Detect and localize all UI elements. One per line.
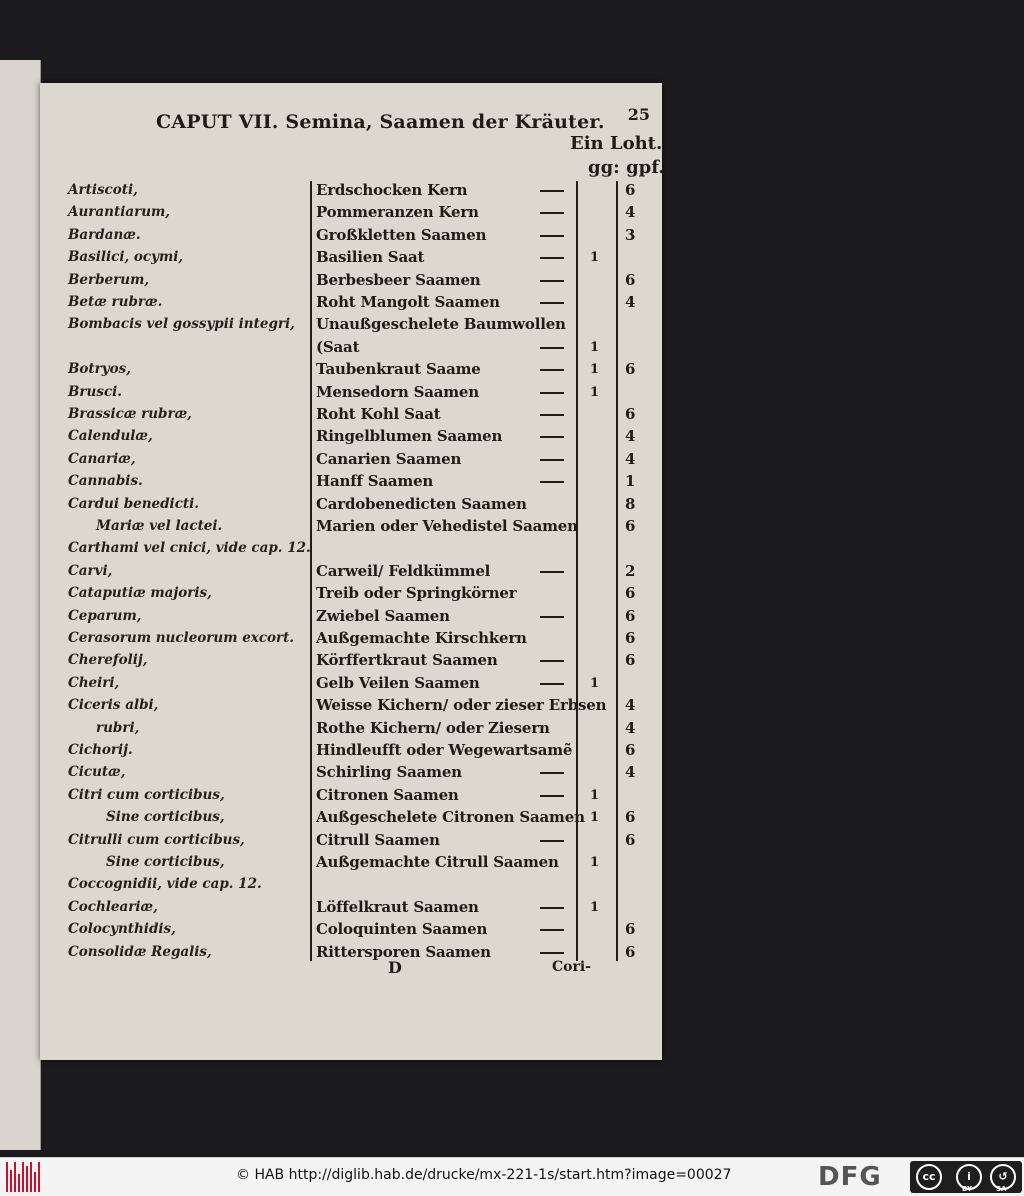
german-name: Rittersporen Saamen — [316, 942, 491, 961]
leader-dash — [540, 459, 564, 461]
german-name: Citronen Saamen — [316, 785, 459, 804]
price-pfennig: 6 — [625, 181, 636, 199]
table-row — [40, 560, 662, 582]
latin-name: Cherefolij, — [68, 652, 148, 669]
table-row — [40, 246, 662, 268]
table-row — [40, 201, 662, 223]
leader-dash — [540, 571, 564, 573]
table-row — [40, 829, 662, 851]
german-name: Hindleufft oder Wegewartsamẽ — [316, 741, 573, 759]
leader-dash — [540, 616, 564, 618]
latin-name: Betæ rubræ. — [68, 294, 163, 310]
leader-dash — [540, 683, 564, 685]
german-name: Außgemachte Citrull Saamen — [316, 853, 559, 871]
latin-name: Cochleariæ, — [68, 898, 158, 915]
latin-name: Berberum, — [68, 271, 150, 288]
table-row — [40, 291, 662, 313]
latin-name: rubri, — [96, 719, 140, 736]
leader-dash — [540, 212, 564, 214]
by-label: BY — [962, 1185, 973, 1193]
leader-dash — [540, 481, 564, 483]
price-groschen: 1 — [590, 362, 600, 378]
price-pfennig: 6 — [625, 270, 636, 289]
price-groschen: 1 — [590, 339, 600, 355]
table-row — [40, 918, 662, 940]
latin-name: Ceparum, — [68, 607, 142, 624]
latin-name: Artiscoti, — [68, 182, 138, 198]
latin-name: Cannabis. — [68, 473, 143, 490]
german-name: Gelb Veilen Saamen — [316, 673, 480, 692]
table-row — [40, 313, 662, 335]
sa-label: SA — [996, 1185, 1007, 1193]
price-groschen: 1 — [590, 787, 600, 803]
table-row — [40, 896, 662, 918]
price-pfennig: 1 — [625, 472, 636, 491]
cc-icon: cc — [916, 1164, 942, 1190]
viewer-footer — [0, 1157, 1024, 1196]
leader-dash — [540, 190, 564, 192]
dfg-logo: DFG — [818, 1162, 882, 1192]
price-pfennig: 6 — [625, 405, 636, 423]
table-row — [40, 851, 662, 873]
latin-name: Citri cum corticibus, — [68, 786, 225, 803]
latin-name: Calendulæ, — [68, 428, 153, 445]
leader-dash — [540, 795, 564, 797]
table-row — [40, 515, 662, 537]
price-pfennig: 4 — [625, 449, 636, 468]
german-name: Mensedorn Saamen — [316, 382, 479, 401]
leader-dash — [540, 840, 564, 842]
leader-dash — [540, 907, 564, 909]
leader-dash — [540, 369, 564, 371]
table-row — [40, 761, 662, 783]
latin-name: Cicutæ, — [68, 764, 126, 781]
table-row — [40, 627, 662, 649]
latin-name: Colocynthidis, — [68, 921, 176, 938]
price-pfennig: 6 — [625, 517, 636, 535]
table-row — [40, 470, 662, 492]
price-groschen: 1 — [590, 384, 600, 400]
price-pfennig: 6 — [625, 606, 636, 625]
price-groschen: 1 — [590, 675, 600, 691]
table-row — [40, 537, 662, 559]
price-pfennig: 4 — [625, 718, 636, 737]
german-name: Coloquinten Saamen — [316, 920, 488, 939]
table-row — [40, 403, 662, 425]
latin-name: Coccognidii, vide cap. 12. — [68, 876, 262, 893]
leader-dash — [540, 772, 564, 774]
german-name: Hanff Saamen — [316, 472, 434, 491]
price-pfennig: 6 — [625, 741, 636, 759]
german-name: Zwiebel Saamen — [316, 606, 450, 625]
table-row — [40, 358, 662, 380]
leader-dash — [540, 952, 564, 954]
german-name: Roht Mangolt Saamen — [316, 293, 500, 311]
table-row — [40, 649, 662, 671]
table-row — [40, 224, 662, 246]
latin-name: Cichorij. — [68, 742, 133, 758]
latin-name: Carvi, — [68, 562, 113, 579]
table-row — [40, 381, 662, 403]
catchword: Cori- — [552, 959, 591, 975]
table-row — [40, 806, 662, 828]
german-name: Canarien Saamen — [316, 449, 462, 468]
latin-name: Botryos, — [68, 361, 131, 378]
price-pfennig: 4 — [625, 427, 636, 446]
table-row — [40, 269, 662, 291]
price-groschen: 1 — [590, 810, 600, 826]
price-groschen: 1 — [590, 855, 600, 870]
table-row — [40, 873, 662, 895]
latin-name: Bombacis vel gossypii integri, — [68, 316, 295, 333]
price-pfennig: 8 — [625, 494, 636, 513]
german-name: Pommeranzen Kern — [316, 203, 479, 222]
german-name: Citrull Saamen — [316, 830, 440, 849]
german-name: Rothe Kichern/ oder Ziesern — [316, 718, 550, 737]
leader-dash — [540, 414, 564, 416]
leader-dash — [540, 257, 564, 259]
table-row — [40, 179, 662, 201]
german-name: Marien oder Vehedistel Saamen — [316, 517, 578, 535]
sa-icon: ↺ — [990, 1164, 1016, 1190]
german-name: Erdschocken Kern — [316, 181, 468, 199]
price-pfennig: 4 — [625, 763, 636, 782]
leader-dash — [540, 235, 564, 237]
german-name: Basilien Saat — [316, 248, 425, 267]
adjacent-page-edge — [0, 60, 41, 1150]
latin-name: Basilici, ocymi, — [68, 249, 184, 266]
german-name: Weisse Kichern/ oder zieser Erbsen — [316, 696, 607, 715]
latin-name: Ciceris albi, — [68, 697, 159, 714]
latin-name: Mariæ vel lactei. — [96, 518, 223, 534]
leader-dash — [540, 347, 564, 349]
german-name: Großkletten Saamen — [316, 225, 487, 244]
latin-name: Sine corticibus, — [106, 854, 225, 870]
german-name: (Saat — [316, 337, 360, 356]
table-row — [40, 425, 662, 447]
price-pfennig: 6 — [625, 360, 636, 379]
price-pfennig: 6 — [625, 920, 636, 939]
page-title: CAPUT VII. Semina, Saamen der Kräuter. — [156, 111, 605, 133]
german-name: Außgeschelete Citronen Saamen — [316, 808, 585, 827]
german-name: Außgemachte Kirschkern — [316, 629, 527, 647]
book-page — [40, 83, 665, 1060]
price-pfennig: 6 — [625, 629, 636, 647]
price-groschen: 1 — [590, 250, 600, 266]
german-name: Ringelblumen Saamen — [316, 427, 503, 446]
price-pfennig: 3 — [625, 225, 636, 244]
hab-logo — [6, 1162, 40, 1192]
price-pfennig: 6 — [625, 584, 636, 603]
leader-dash — [540, 280, 564, 282]
table-row — [40, 336, 662, 358]
price-pfennig: 4 — [625, 203, 636, 222]
latin-name: Citrulli cum corticibus, — [68, 831, 245, 848]
german-name: Roht Kohl Saat — [316, 405, 441, 423]
price-pfennig: 4 — [625, 293, 636, 311]
leader-dash — [540, 302, 564, 304]
german-name: Taubenkraut Saame — [316, 360, 481, 379]
table-row — [40, 694, 662, 716]
latin-name: Carthami vel cnici, vide cap. 12. — [68, 540, 311, 557]
german-name: Körffertkraut Saamen — [316, 651, 498, 670]
signature-mark: D — [388, 958, 402, 977]
table-row — [40, 672, 662, 694]
leader-dash — [540, 929, 564, 931]
german-name: Schirling Saamen — [316, 763, 462, 782]
german-name: Berbesbeer Saamen — [316, 270, 481, 289]
table-row — [40, 448, 662, 470]
german-name: Unaußgeschelete Baumwollen — [316, 315, 566, 334]
german-name: Cardobenedicten Saamen — [316, 494, 527, 513]
table-row — [40, 717, 662, 739]
table-row — [40, 582, 662, 604]
by-icon: i — [956, 1164, 982, 1190]
price-pfennig: 2 — [625, 561, 636, 580]
table-row — [40, 605, 662, 627]
latin-name: Bardanæ. — [68, 226, 141, 243]
latin-name: Brusci. — [68, 383, 122, 400]
cc-license-badge[interactable] — [910, 1161, 1022, 1193]
latin-name: Cheiri, — [68, 674, 120, 691]
latin-name: Cataputiæ majoris, — [68, 585, 212, 602]
copyright-link[interactable]: © HAB http://diglib.hab.de/drucke/mx-221-1s/start.htm?image=00027 — [236, 1167, 732, 1183]
page-number: 25 — [627, 105, 650, 124]
price-pfennig: 4 — [625, 696, 636, 715]
price-groschen: 1 — [590, 899, 600, 915]
german-name: Löffelkraut Saamen — [316, 897, 479, 916]
latin-name: Consolidæ Regalis, — [68, 943, 212, 960]
latin-name: Sine corticibus, — [106, 809, 225, 826]
price-pfennig: 6 — [625, 830, 636, 849]
price-pfennig: 6 — [625, 651, 636, 670]
table-row — [40, 493, 662, 515]
latin-name: Aurantiarum, — [68, 204, 170, 221]
table-row — [40, 784, 662, 806]
latin-name: Canariæ, — [68, 450, 136, 467]
column-head-currency: gg: gpf. — [588, 157, 665, 178]
column-head-unit: Ein Loht. — [570, 133, 663, 154]
latin-name: Cerasorum nucleorum excort. — [68, 630, 295, 646]
price-pfennig: 6 — [625, 808, 636, 827]
latin-name: Cardui benedicti. — [68, 495, 199, 512]
leader-dash — [540, 392, 564, 394]
german-name: Treib oder Springkörner — [316, 584, 517, 603]
price-pfennig: 6 — [625, 942, 636, 961]
leader-dash — [540, 436, 564, 438]
leader-dash — [540, 660, 564, 662]
latin-name: Brassicæ rubræ, — [68, 406, 192, 422]
table-row — [40, 739, 662, 761]
german-name: Carweil/ Feldkümmel — [316, 561, 491, 580]
